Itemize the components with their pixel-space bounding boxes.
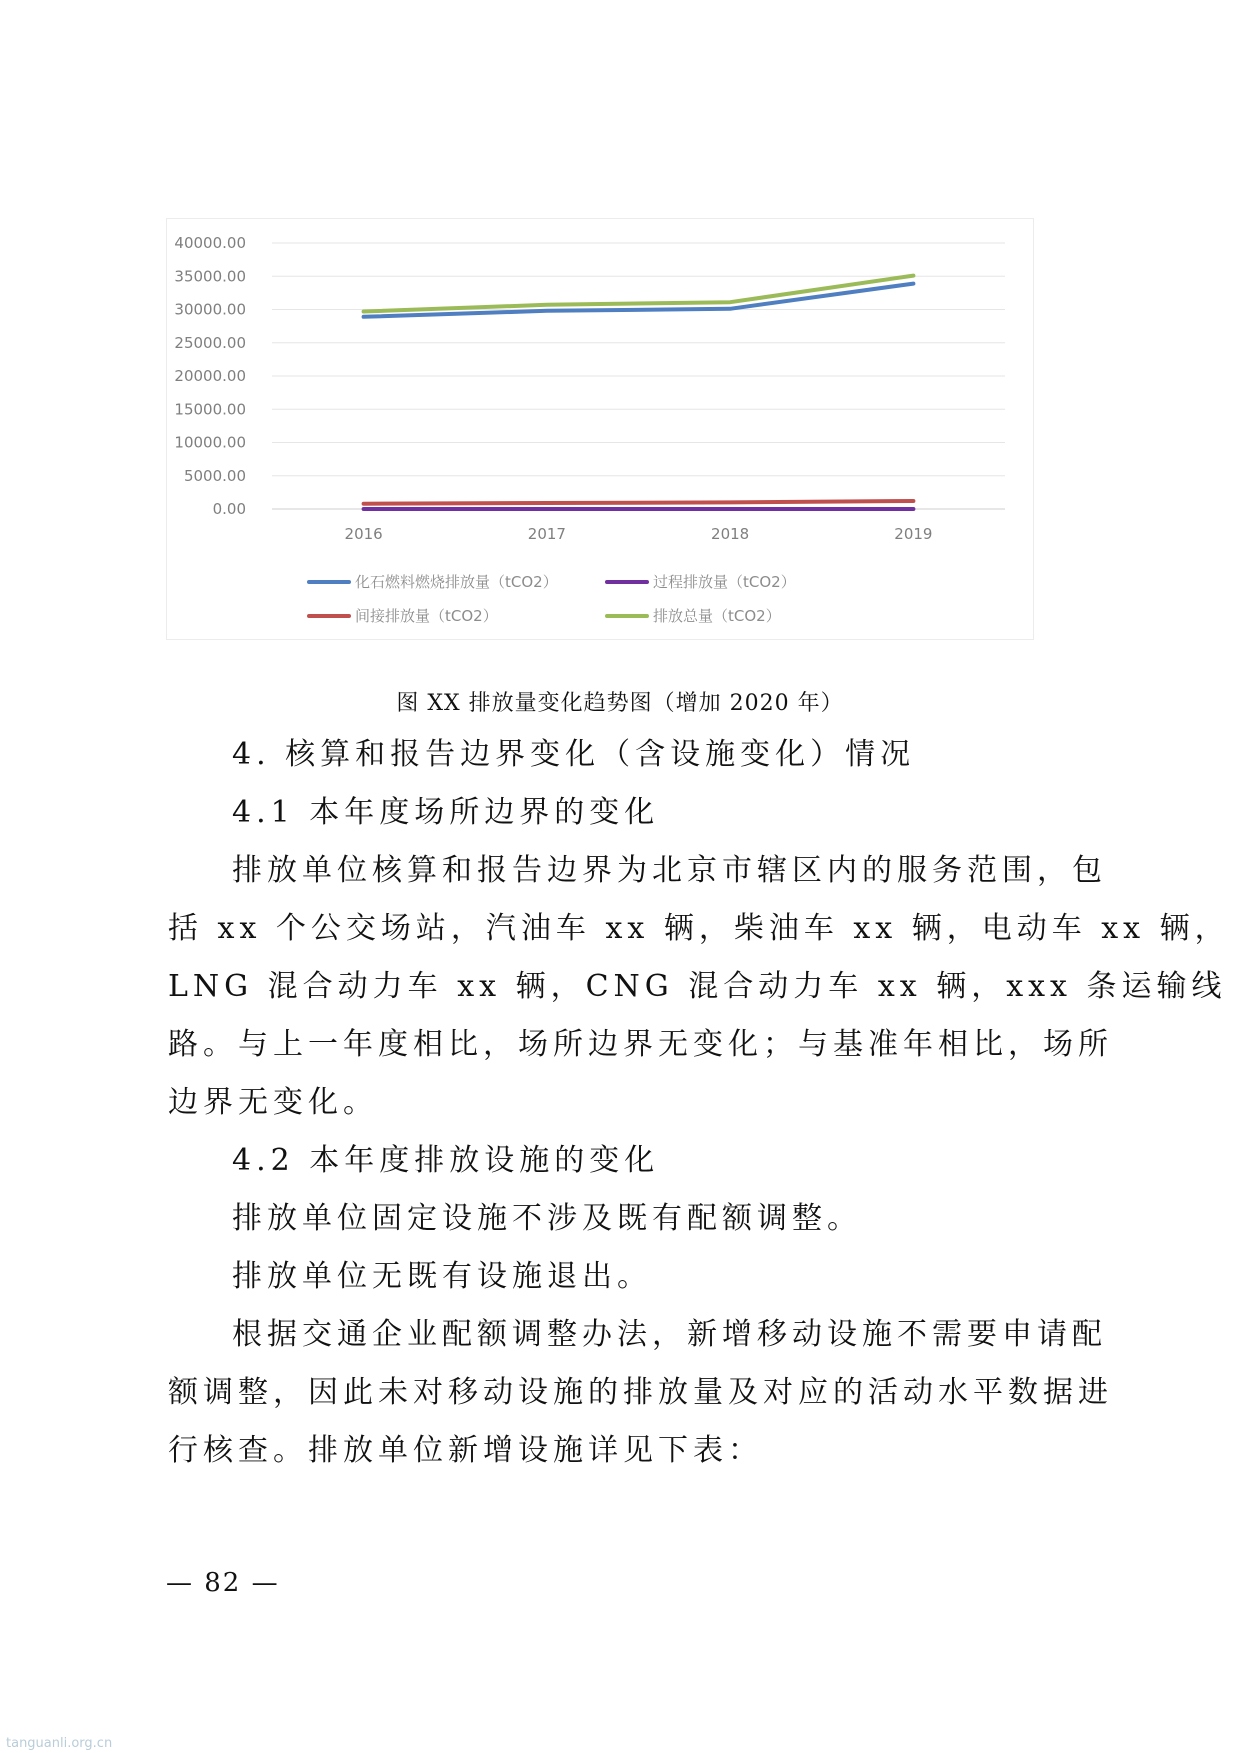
legend-item-process: [605, 571, 796, 592]
x-tick-label: 2016: [344, 525, 383, 543]
y-tick-label: 15000.00: [174, 400, 246, 419]
legend-item-fossil: [307, 571, 558, 592]
y-tick-label: 5000.00: [183, 466, 246, 485]
paragraph-line: 根据交通企业配额调整办法，新增移动设施不需要申请配: [232, 1317, 1107, 1352]
watermark: tanguanli.org.cn: [6, 1736, 113, 1751]
paragraph-line: 额调整，因此未对移动设施的排放量及对应的活动水平数据进: [168, 1375, 1113, 1410]
figure-caption: 图 XX 排放量变化趋势图（增加 2020 年）: [396, 691, 844, 716]
paragraph-line: 路。与上一年度相比，场所边界无变化；与基准年相比，场所: [168, 1027, 1113, 1062]
x-tick-label: 2018: [711, 525, 750, 543]
chart-legend: [307, 563, 867, 633]
paragraph-line: LNG 混合动力车 xx 辆，CNG 混合动力车 xx 辆，xxx 条运输线: [168, 969, 1227, 1004]
y-tick-label: 40000.00: [174, 234, 246, 252]
y-tick-label: 10000.00: [174, 433, 246, 452]
section-4-heading: 4. 核算和报告边界变化（含设施变化）情况: [232, 737, 916, 772]
y-tick-label: 20000.00: [174, 367, 246, 385]
paragraph-line: 行核查。排放单位新增设施详见下表：: [168, 1433, 763, 1468]
y-tick-label: 0.00: [212, 500, 246, 518]
series-line-2: [364, 501, 914, 504]
paragraph-line: 排放单位核算和报告边界为北京市辖区内的服务范围，包: [232, 853, 1107, 888]
paragraph-line: 边界无变化。: [168, 1085, 378, 1120]
legend-swatch-total: [605, 614, 649, 618]
section-4-2-heading: 4.2 本年度排放设施的变化: [232, 1143, 660, 1178]
legend-swatch-process: [605, 580, 649, 584]
paragraph-line: 排放单位固定设施不涉及既有配额调整。: [232, 1201, 862, 1236]
legend-label-process: 过程排放量（tCO2）: [653, 573, 796, 591]
legend-swatch-fossil: [307, 580, 351, 584]
legend-label-total: 排放总量（tCO2）: [653, 607, 781, 625]
emission-trend-chart: [166, 218, 1034, 640]
paragraph-line: 排放单位无既有设施退出。: [232, 1259, 652, 1294]
legend-item-total: [605, 605, 781, 626]
y-tick-label: 30000.00: [174, 300, 246, 319]
legend-item-indirect: [307, 605, 498, 626]
page-number: — 82 —: [166, 1568, 280, 1598]
x-tick-label: 2019: [894, 525, 933, 543]
legend-label-indirect: 间接排放量（tCO2）: [355, 607, 498, 625]
paragraph-line: 括 xx 个公交场站，汽油车 xx 辆，柴油车 xx 辆，电动车 xx 辆，: [168, 911, 1230, 946]
x-tick-label: 2017: [527, 525, 566, 543]
y-tick-label: 25000.00: [174, 333, 246, 352]
legend-swatch-indirect: [307, 614, 351, 618]
legend-label-fossil: 化石燃料燃烧排放量（tCO2）: [355, 573, 558, 591]
y-tick-label: 35000.00: [174, 267, 246, 286]
section-4-1-heading: 4.1 本年度场所边界的变化: [232, 795, 660, 830]
document-body: [168, 726, 1230, 1480]
